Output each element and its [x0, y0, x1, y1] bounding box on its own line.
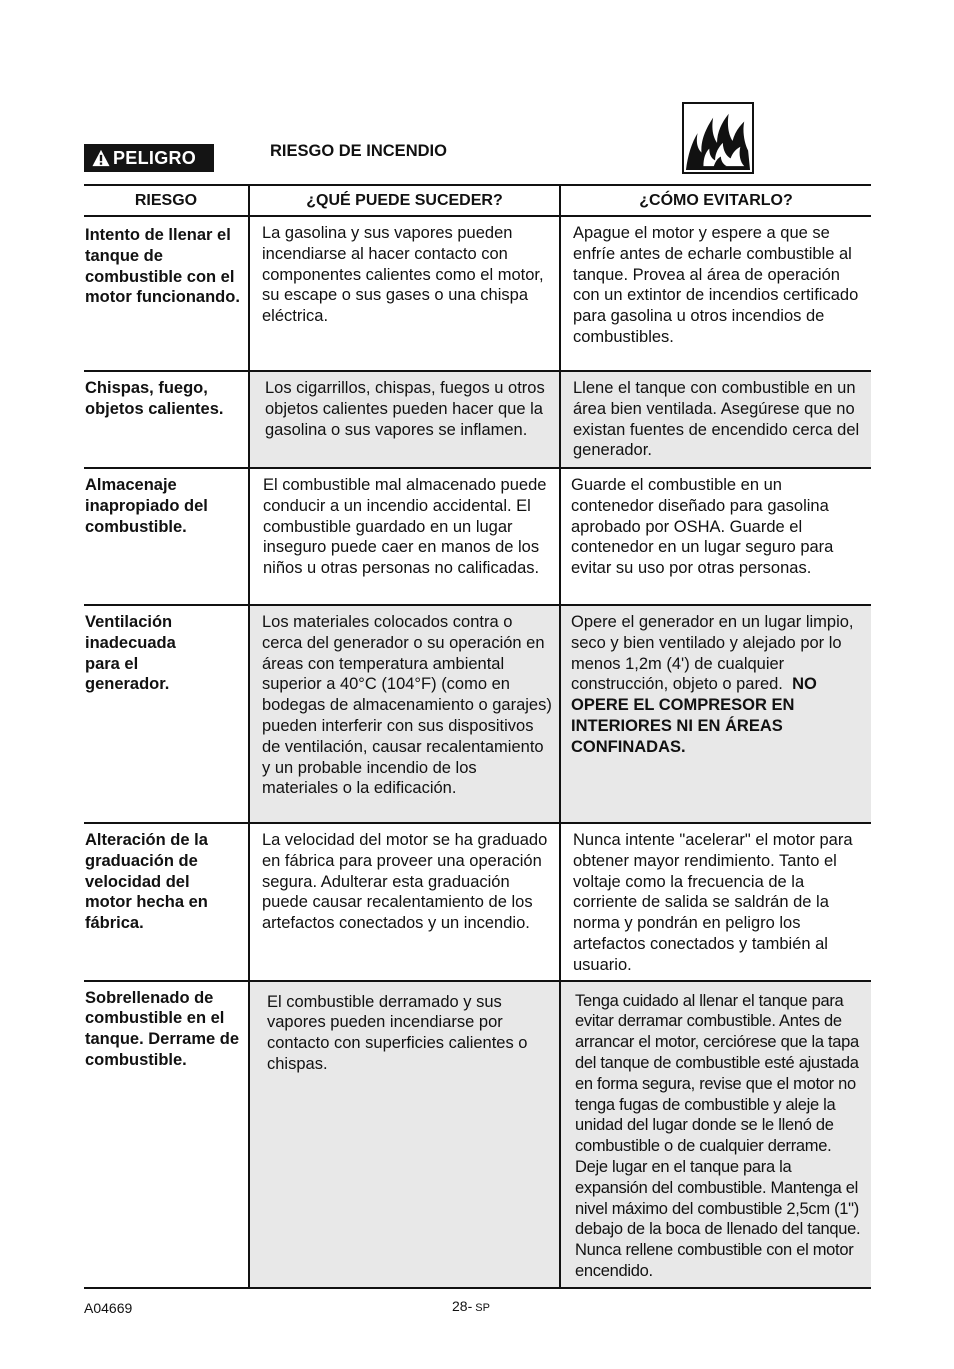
how-cell: Nunca intente "acelerar" el motor para obtener mayor rendimiento. Tanto el voltaje como la frecuencia de la corriente de salida se saldrán de la norma y pondrán en peligro los artefactos conectados y también al usuario.: [560, 823, 871, 981]
page-number: [452, 1298, 490, 1314]
warning-triangle-icon: [92, 149, 110, 167]
document-code: A04669: [84, 1300, 133, 1316]
column-header-risk: RIESGO: [84, 185, 249, 216]
risk-cell: Intento de llenar el tanque de combustible con el motor funcionando.: [84, 216, 249, 371]
page-language: SP: [475, 1302, 490, 1314]
what-cell: Los cigarrillos, chispas, fuegos u otros objetos calientes pueden hacer que la gasolina o sus vapores se inflamen.: [249, 371, 560, 468]
what-cell: La velocidad del motor se ha graduado en fábrica para proveer una operación segura. Adulterar esta graduación puede causar recalentamiento de los artefactos conectados y un incendio.: [249, 823, 560, 981]
danger-label: PELIGRO: [113, 147, 197, 168]
hazard-table: [84, 184, 871, 1289]
how-cell: Apague el motor y espere a que se enfríe antes de echarle combustible al tanque. Provea al área de operación con un extintor de incendios certificado para gasolina u otros incendios de combustibles.: [560, 216, 871, 371]
page-title: RIESGO DE INCENDIO: [270, 142, 447, 160]
page-number-value: 28-: [452, 1298, 473, 1314]
what-cell: La gasolina y sus vapores pueden incendiarse al hacer contacto con componentes calientes como el motor, su escape o sus gases o una chispa eléctrica.: [249, 216, 560, 371]
how-cell: [560, 605, 871, 823]
how-cell: Llene el tanque con combustible en un área bien ventilada. Asegúrese que no existan fuentes de encendido cerca del generador.: [560, 371, 871, 468]
table-row: [84, 605, 871, 823]
how-cell: Tenga cuidado al llenar el tanque para evitar derramar combustible. Antes de arrancar el motor, cerciórese que la tapa del tanque de combustible esté ajustada en forma segura, revise que el motor no tenga fugas de combustible y aleje la unidad del lugar donde se le llenó de combustible o de cualquier derrame. Deje lugar en el tanque para la expansión del combustible. Mantenga el nivel máximo del combustible 2,5cm (1") debajo de la boca de llenado del tanque. Nunca rellene combustible con el motor encendido.: [560, 981, 871, 1288]
how-text: Opere el generador en un lugar limpio, seco y bien ventilado y alejado por lo menos 1,2m (4') de cualquier construcción, objeto o pared.: [571, 613, 854, 694]
column-header-what: ¿QUÉ PUEDE SUCEDER?: [249, 185, 560, 216]
risk-cell: Chispas, fuego, objetos calientes.: [84, 371, 249, 468]
what-cell: Los materiales colocados contra o cerca del generador o su operación en áreas con temperatura ambiental superior a 40°C (104°F) (como en bodegas de almacenamiento o garajes) pueden interferir con sus dispositivos de ventilación, causar recalentamiento y un probable incendio de los materiales o la edificación.: [249, 605, 560, 823]
danger-badge: [84, 144, 214, 172]
table-row: [84, 216, 871, 371]
table-row: [84, 468, 871, 605]
page-header: [0, 0, 954, 185]
what-cell: El combustible derramado y sus vapores pueden incendiarse por contacto con superficies calientes o chispas.: [249, 981, 560, 1288]
table-row: [84, 823, 871, 981]
risk-cell: Almacenaje inapropiado del combustible.: [84, 468, 249, 605]
what-cell: El combustible mal almacenado puede conducir a un incendio accidental. El combustible guardado en un lugar inseguro puede caer en manos de los niños u otras personas no calificadas.: [249, 468, 560, 605]
column-header-how: ¿CÓMO EVITARLO?: [560, 185, 871, 216]
risk-cell: Sobrellenado de combustible en el tanque. Derrame de combustible.: [84, 981, 249, 1288]
risk-cell: Alteración de la graduación de velocidad del motor hecha en fábrica.: [84, 823, 249, 981]
risk-cell: Ventilación inadecuada para el generador.: [84, 605, 249, 823]
how-cell: Guarde el combustible en un contenedor diseñado para gasolina aprobado por OSHA. Guarde el contenedor en un lugar seguro para evitar su uso por otras personas.: [560, 468, 871, 605]
table-row: [84, 371, 871, 468]
table-row: [84, 981, 871, 1288]
table-header-row: [84, 185, 871, 216]
fire-icon: [682, 102, 754, 174]
how-warning-text: NO OPERE EL COMPRESOR EN INTERIORES NI EN ÁREAS CONFINADAS.: [571, 675, 817, 756]
